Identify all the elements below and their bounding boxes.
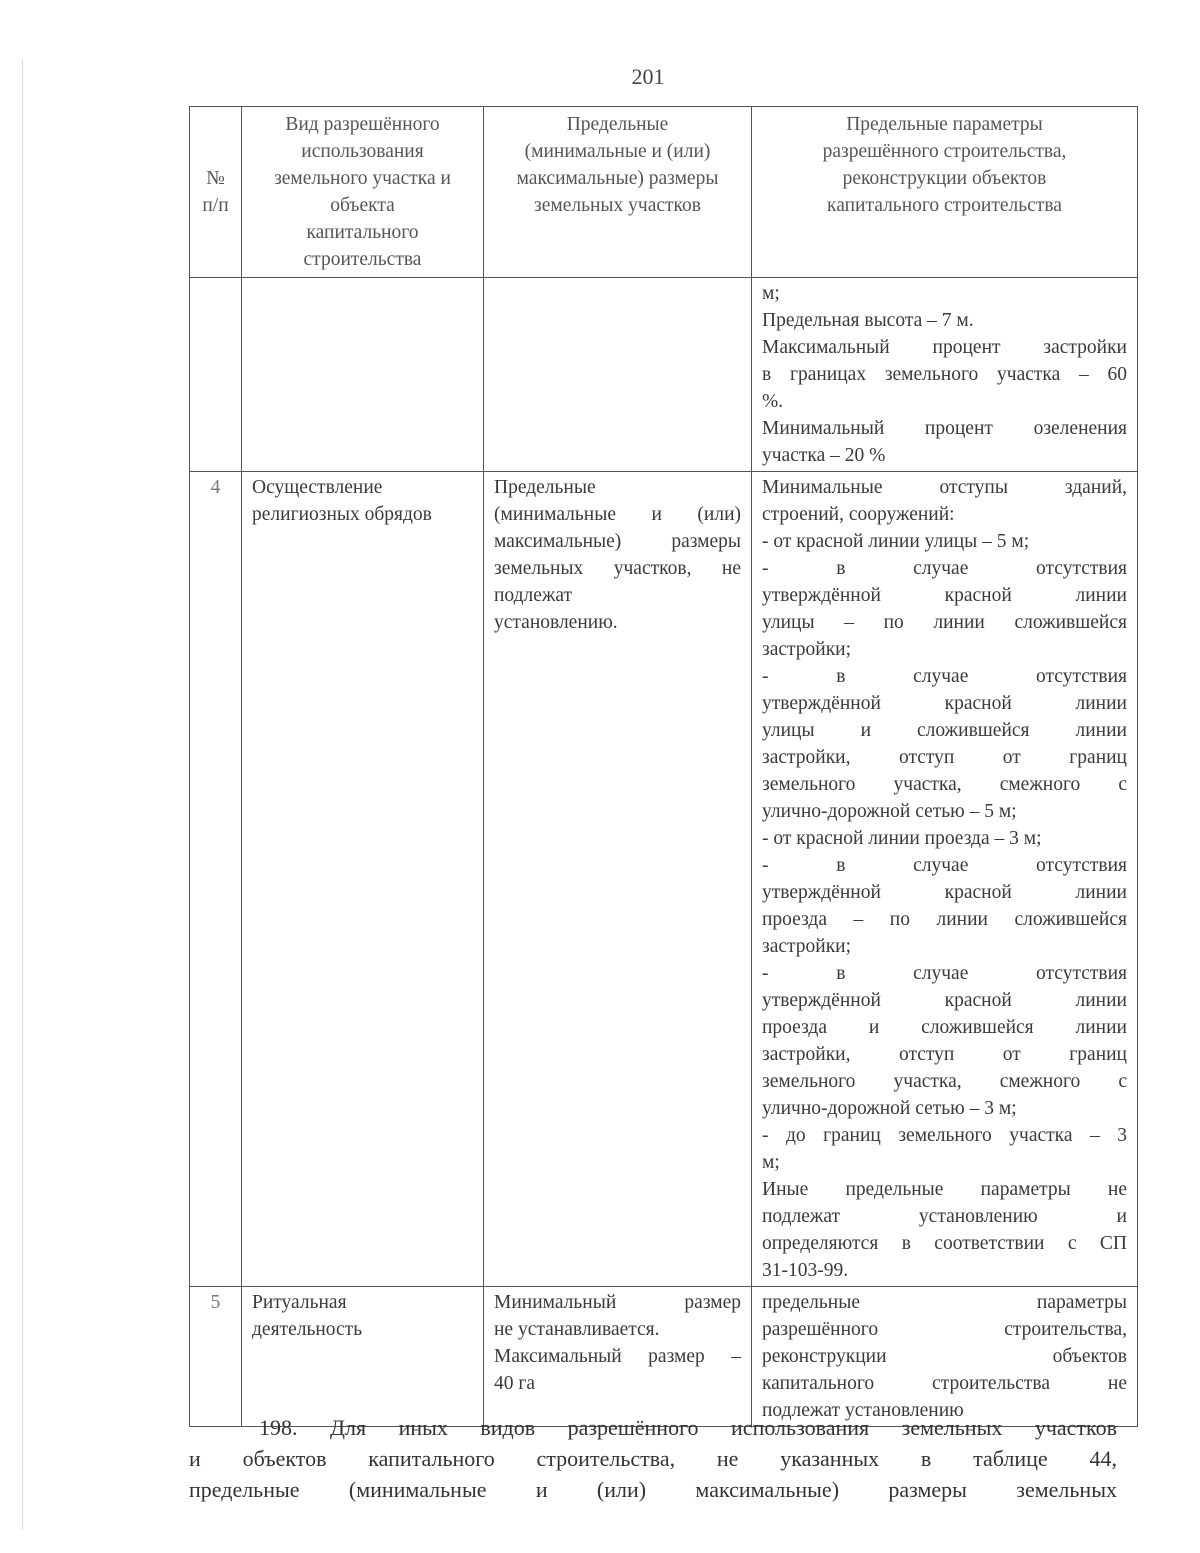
scan-edge-line [22, 60, 23, 1530]
cell-line: - от красной линии улицы – 5 м; [762, 531, 1030, 552]
cell-line: - в случае отсутствия [762, 558, 1127, 579]
cell-line: земельного участка, смежного с [762, 1071, 1127, 1092]
cell-line: Осуществление [252, 477, 383, 498]
cell-line: Минимальный процент озеленения [762, 418, 1127, 439]
table-row [190, 278, 1138, 472]
header-line: п/п [202, 195, 229, 216]
cell-line: подлежат установлению [762, 1400, 964, 1421]
header-line: использования [301, 141, 424, 162]
header-line: капитального [306, 222, 419, 243]
cell-line: застройки, отступ от границ [762, 1044, 1127, 1065]
cell-line: застройки; [762, 639, 852, 660]
header-use-type [242, 107, 484, 278]
row-number-cell [190, 278, 242, 472]
paragraph-line: 198. Для иных видов разрешённого использования земельных участков [259, 1415, 1117, 1440]
cell-line: 31-103-99. [762, 1260, 849, 1281]
header-line: (минимальные и (или) [524, 141, 711, 162]
cell-line: определяются в соответствии с СП [762, 1233, 1127, 1254]
cell-line: улично-дорожной сетью – 5 м; [762, 801, 1017, 822]
cell-line: не устанавливается. [494, 1319, 660, 1340]
row-number-cell: 5 [190, 1287, 242, 1427]
cell-line: Иные предельные параметры не [762, 1179, 1127, 1200]
cell-line: - в случае отсутствия [762, 666, 1127, 687]
cell-use-type [242, 278, 484, 472]
cell-line: %. [762, 391, 784, 412]
header-line: Предельные параметры [846, 114, 1043, 135]
cell-line: застройки; [762, 936, 852, 957]
cell-line: подлежат [494, 585, 573, 606]
cell-line: утверждённой красной линии [762, 585, 1127, 606]
cell-line: деятельность [252, 1319, 363, 1340]
cell-line: строений, сооружений: [762, 504, 955, 525]
table-header-row [190, 107, 1138, 278]
cell-line: земельных участков, не [494, 558, 741, 579]
cell-line: улицы – по линии сложившейся [762, 612, 1127, 633]
header-line: объекта [330, 195, 395, 216]
header-line: строительства [303, 249, 422, 270]
header-line: реконструкции объектов [842, 168, 1047, 189]
cell-params [752, 472, 1138, 1287]
cell-line: застройки, отступ от границ [762, 747, 1127, 768]
cell-line: - в случае отсутствия [762, 855, 1127, 876]
cell-line: - до границ земельного участка – 3 [762, 1125, 1127, 1146]
cell-line: Ритуальная [252, 1292, 347, 1313]
table-row [190, 472, 1138, 1287]
cell-line: капитального строительства не [762, 1373, 1127, 1394]
table-row [190, 1287, 1138, 1427]
cell-line: Минимальные отступы зданий, [762, 477, 1127, 498]
cell-line: - в случае отсутствия [762, 963, 1127, 984]
paragraph-line: и объектов капитального строительства, не указанных в таблице 44, [189, 1446, 1117, 1471]
cell-line: Предельные [494, 477, 596, 498]
header-line: земельных участков [534, 195, 701, 216]
cell-line: 40 га [494, 1373, 536, 1394]
cell-line: земельного участка, смежного с [762, 774, 1127, 795]
cell-line: утверждённой красной линии [762, 882, 1127, 903]
cell-line: м; [762, 1152, 780, 1173]
cell-line: проезда – по линии сложившейся [762, 909, 1127, 930]
cell-line: Максимальный процент застройки [762, 337, 1127, 358]
header-plot-size [484, 107, 752, 278]
cell-line: религиозных обрядов [252, 504, 432, 525]
header-line: Вид разрешённого [285, 114, 440, 135]
header-line: № [206, 168, 225, 189]
cell-plot-size [484, 278, 752, 472]
cell-line: проезда и сложившейся линии [762, 1017, 1127, 1038]
header-line: разрешённого строительства, [822, 141, 1067, 162]
cell-line: Максимальный размер – [494, 1346, 741, 1367]
paragraph-198 [189, 1412, 1117, 1505]
header-line: капитального строительства [827, 195, 1062, 216]
cell-line: - от красной линии проезда – 3 м; [762, 828, 1042, 849]
cell-line: разрешённого строительства, [762, 1319, 1127, 1340]
cell-line: установлению. [494, 612, 618, 633]
paragraph-line: предельные (минимальные и (или) максимальные) размеры земельных [189, 1477, 1117, 1502]
cell-line: Предельная высота – 7 м. [762, 310, 974, 331]
page-number: 201 [631, 64, 665, 89]
cell-line: улицы и сложившейся линии [762, 720, 1127, 741]
cell-use-type [242, 1287, 484, 1427]
cell-line: максимальные) размеры [494, 531, 741, 552]
header-line: земельного участка и [274, 168, 451, 189]
cell-line: утверждённой красной линии [762, 990, 1127, 1011]
header-line: Предельные [566, 114, 669, 135]
header-params [752, 107, 1138, 278]
cell-plot-size [484, 472, 752, 1287]
regulation-table [189, 106, 1138, 1427]
table-body [190, 278, 1138, 1427]
cell-line: в границах земельного участка – 60 [762, 364, 1127, 385]
cell-line: м; [762, 283, 780, 304]
cell-params [752, 1287, 1138, 1427]
row-number-cell: 4 [190, 472, 242, 1287]
cell-line: (минимальные и (или) [494, 504, 741, 525]
cell-line: предельные параметры [762, 1292, 1127, 1313]
header-line: максимальные) размеры [516, 168, 719, 189]
cell-plot-size [484, 1287, 752, 1427]
cell-line: участка – 20 % [762, 445, 886, 466]
header-number [190, 107, 242, 278]
cell-line: утверждённой красной линии [762, 693, 1127, 714]
cell-use-type [242, 472, 484, 1287]
cell-line: подлежат установлению и [762, 1206, 1127, 1227]
cell-line: улично-дорожной сетью – 3 м; [762, 1098, 1017, 1119]
cell-line: Минимальный размер [494, 1292, 741, 1313]
cell-params [752, 278, 1138, 472]
cell-line: реконструкции объектов [762, 1346, 1127, 1367]
